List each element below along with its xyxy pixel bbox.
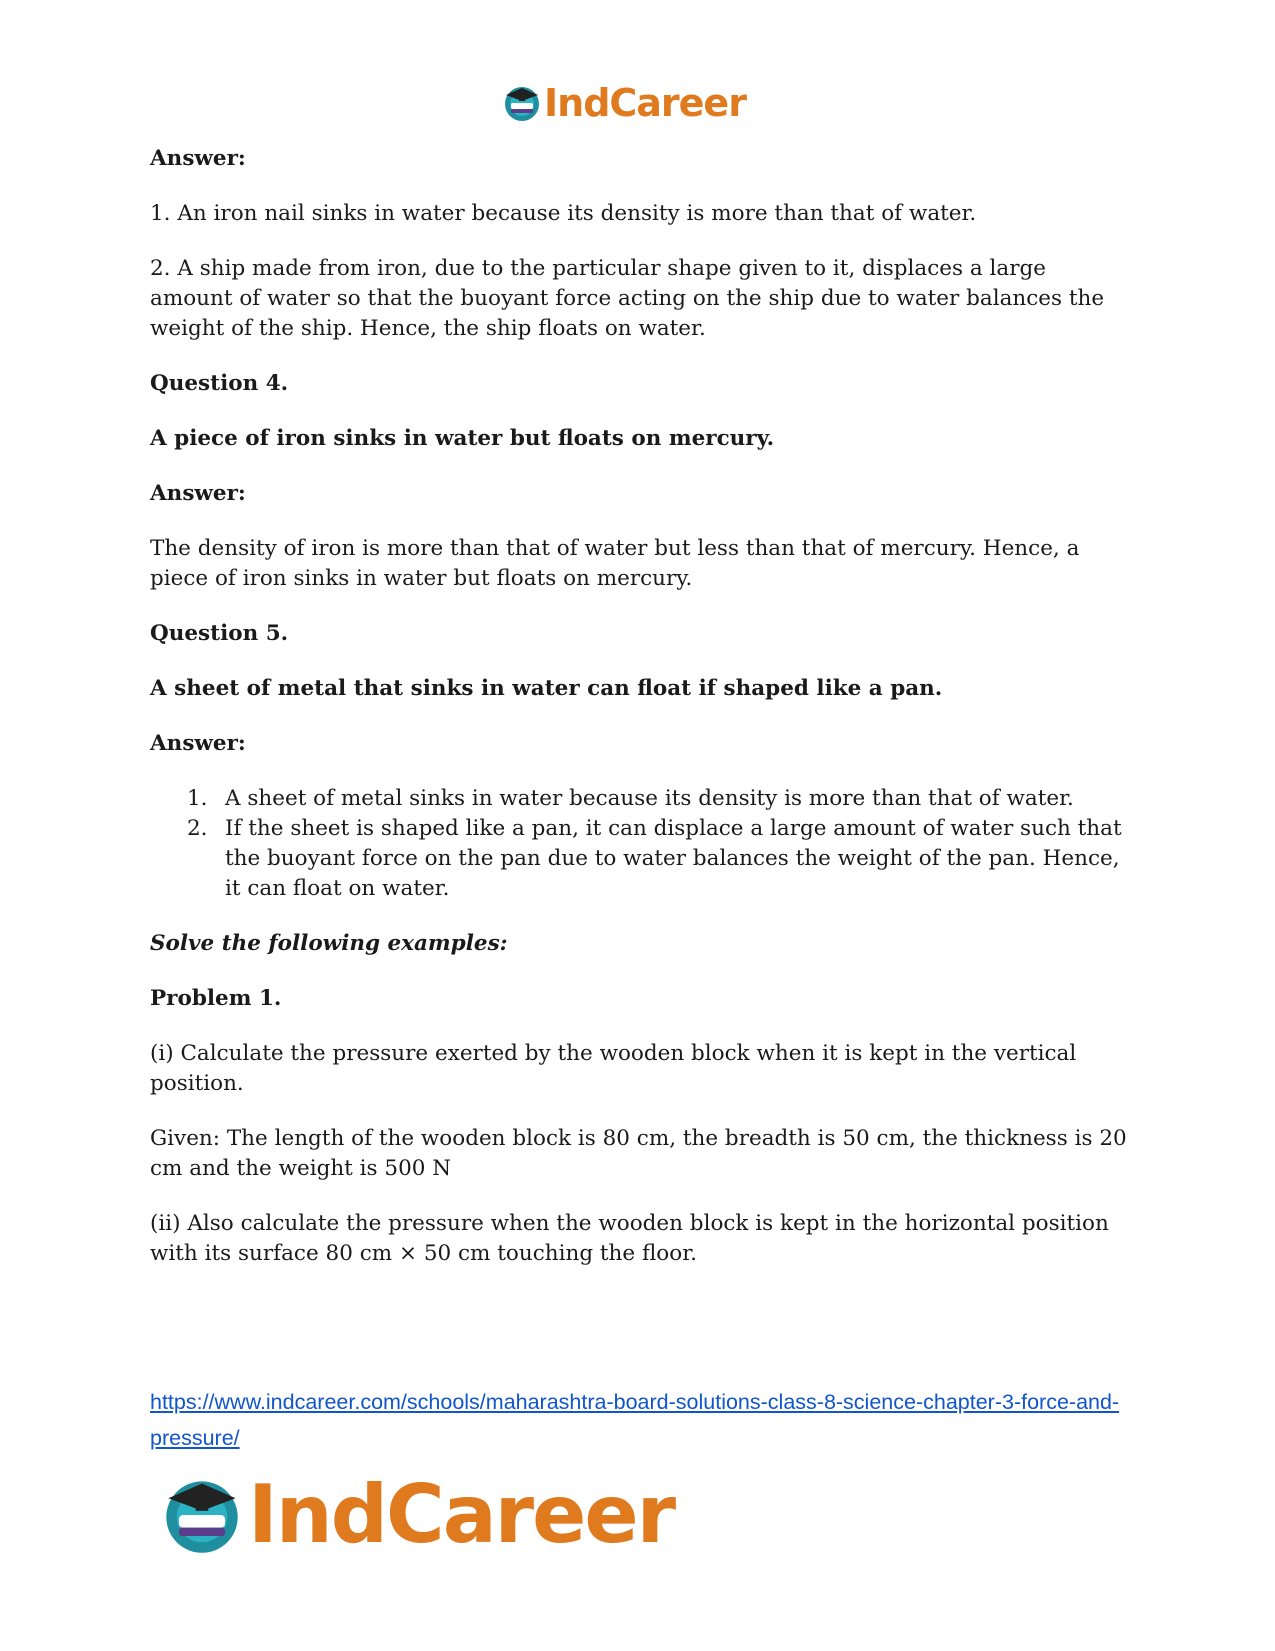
graduation-cap-book-globe-icon [160, 1473, 244, 1557]
list-item [150, 784, 1130, 814]
logo-text: IndCareer [544, 81, 746, 125]
answer-paragraph: 1. An iron nail sinks in water because its density is more than that of water. [150, 201, 977, 226]
list-item-number: 1. [187, 786, 208, 811]
list-item-number: 2. [187, 816, 208, 841]
answer-label: Answer: [150, 481, 246, 506]
logo-text: IndCareer [248, 1468, 675, 1561]
question-text: A piece of iron sinks in water but floats on mercury. [150, 426, 775, 451]
question-label: Question 5. [150, 621, 289, 646]
header-logo [502, 78, 746, 128]
section-heading: Solve the following examples: [150, 931, 508, 956]
document-body [150, 144, 1130, 1294]
question-text: A sheet of metal that sinks in water can float if shaped like a pan. [150, 676, 943, 701]
answer-label: Answer: [150, 731, 246, 756]
problem-paragraph: (i) Calculate the pressure exerted by the wooden block when it is kept in the vertical position. [150, 1041, 1077, 1096]
answer-list [150, 784, 1130, 904]
answer-paragraph: 2. A ship made from iron, due to the particular shape given to it, displaces a large amount of water so that the buoyant force acting on the ship due to water balances the weight of the ship. Hence, the ship floats on water. [150, 256, 1105, 341]
footer-logo [160, 1470, 674, 1560]
list-item [150, 814, 1130, 904]
problem-label: Problem 1. [150, 986, 282, 1011]
source-link[interactable]: https://www.indcareer.com/schools/maharashtra-board-solutions-class-8-science-chapter-3-force-and-pressure/ [150, 1390, 1120, 1450]
graduation-cap-book-globe-icon [502, 83, 542, 123]
problem-paragraph: Given: The length of the wooden block is 80 cm, the breadth is 50 cm, the thickness is 20 cm and the weight is 500 N [150, 1126, 1127, 1181]
question-label: Question 4. [150, 371, 289, 396]
answer-paragraph: The density of iron is more than that of water but less than that of mercury. Hence, a piece of iron sinks in water but floats on mercury. [150, 536, 1080, 591]
problem-paragraph: (ii) Also calculate the pressure when the wooden block is kept in the horizontal position with its surface 80 cm × 50 cm touching the floor. [150, 1211, 1109, 1266]
list-item-text: A sheet of metal sinks in water because its density is more than that of water. [225, 786, 1074, 811]
answer-label: Answer: [150, 146, 246, 171]
list-item-text: If the sheet is shaped like a pan, it can displace a large amount of water such that the buoyant force on the pan due to water balances the weight of the pan. Hence, it can float on water. [225, 816, 1122, 901]
